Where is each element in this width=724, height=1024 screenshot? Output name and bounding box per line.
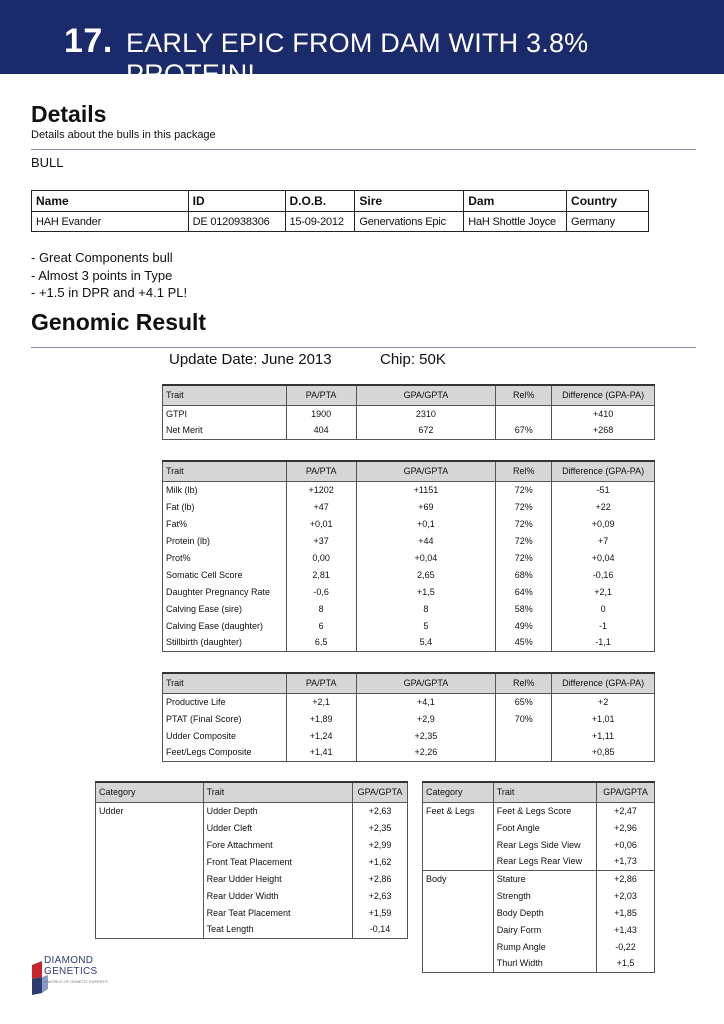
table-cell: +2,1 (552, 583, 655, 600)
genomic-table-type (162, 672, 655, 762)
table-cell: Calving Ease (sire) (163, 600, 287, 617)
table-cell: +2,47 (597, 802, 655, 819)
table-cell: Foot Angle (493, 819, 596, 836)
genomic-table-production (162, 460, 655, 652)
header-cell: PA/PTA (286, 673, 356, 693)
table-cell: Feet & Legs Score (493, 802, 596, 819)
table-cell: Stillbirth (daughter) (163, 634, 287, 651)
header-cell: PA/PTA (286, 461, 356, 481)
table-cell: 68% (496, 566, 552, 583)
header-cell: Dam (464, 191, 567, 212)
table-cell: +0,06 (597, 836, 655, 853)
table-cell: 64% (496, 583, 552, 600)
table-cell: +1,24 (286, 727, 356, 744)
table-row (423, 938, 655, 955)
section-number: 17. (64, 22, 113, 60)
table-cell: 1900 (286, 405, 356, 422)
table-row (163, 710, 655, 727)
table-cell: Productive Life (163, 693, 287, 710)
category-cell (423, 955, 494, 972)
table-row (96, 887, 408, 904)
genomic-table-index (162, 384, 655, 440)
table-row (423, 904, 655, 921)
table-header-row (163, 385, 655, 405)
table-cell: -0,16 (552, 566, 655, 583)
chip-label: Chip: 50K (380, 351, 446, 368)
page-title: EARLY EPIC FROM DAM WITH 3.8% PROTEIN! (126, 28, 589, 89)
table-cell: GTPI (163, 405, 287, 422)
table-cell: 5,4 (356, 634, 496, 651)
genomic-heading: Genomic Result (31, 309, 207, 335)
divider (31, 149, 696, 150)
table-cell: Dairy Form (493, 921, 596, 938)
table-cell: 2310 (356, 405, 496, 422)
table-cell: -1,1 (552, 634, 655, 651)
table-cell: +37 (286, 532, 356, 549)
table-row (96, 853, 408, 870)
table-cell: Genervations Epic (355, 212, 464, 232)
table-cell: PTAT (Final Score) (163, 710, 287, 727)
table-cell: Protein (lb) (163, 532, 287, 549)
table-cell: 58% (496, 600, 552, 617)
table-cell: Front Teat Placement (203, 853, 352, 870)
category-cell: Udder (96, 802, 204, 819)
table-row (32, 212, 649, 232)
logo-text: DIAMOND (44, 955, 94, 966)
diamond-genetics-logo (30, 955, 110, 997)
header-cell: GPA/GPTA (356, 461, 496, 481)
table-cell: +1,62 (353, 853, 408, 870)
table-cell: 0,00 (286, 549, 356, 566)
table-cell: +1,01 (552, 710, 655, 727)
logo-tagline: A WORLD OF GENETIC EXPERTS (44, 979, 108, 984)
table-header-row (96, 782, 408, 802)
table-cell: Rear Legs Rear View (493, 853, 596, 870)
table-cell: HAH Evander (32, 212, 189, 232)
table-cell: Net Merit (163, 422, 287, 439)
header-cell: Difference (GPA-PA) (552, 385, 655, 405)
table-cell: DE 0120938306 (188, 212, 285, 232)
table-cell: 45% (496, 634, 552, 651)
table-row (96, 870, 408, 887)
highlight-item: - Great Components bull (31, 250, 173, 265)
table-cell: Udder Composite (163, 727, 287, 744)
table-cell: +2,86 (597, 870, 655, 887)
header-cell: Category (96, 782, 204, 802)
table-cell: +0,1 (356, 515, 496, 532)
table-cell: Daughter Pregnancy Rate (163, 583, 287, 600)
table-cell: +0,01 (286, 515, 356, 532)
table-cell: Fore Attachment (203, 836, 352, 853)
divider (31, 347, 696, 348)
table-row (163, 566, 655, 583)
logo-text: GENETICS (44, 966, 98, 977)
table-cell: Rear Udder Width (203, 887, 352, 904)
table-cell: 672 (356, 422, 496, 439)
table-cell: Prot% (163, 549, 287, 566)
table-header-row (423, 782, 655, 802)
table-row (96, 836, 408, 853)
table-cell: Stature (493, 870, 596, 887)
table-cell: -0,22 (597, 938, 655, 955)
header-cell: GPA/GPTA (353, 782, 408, 802)
table-cell: +1151 (356, 481, 496, 498)
table-cell (496, 405, 552, 422)
table-cell: 5 (356, 617, 496, 634)
table-cell: -0,6 (286, 583, 356, 600)
table-cell: Feet/Legs Composite (163, 744, 287, 761)
header-cell: Difference (GPA-PA) (552, 461, 655, 481)
table-cell: Fat% (163, 515, 287, 532)
table-cell: +1,43 (597, 921, 655, 938)
table-cell: 65% (496, 693, 552, 710)
table-cell: +44 (356, 532, 496, 549)
table-cell: Germany (567, 212, 649, 232)
table-cell: -1 (552, 617, 655, 634)
feet-body-traits-table (422, 781, 655, 973)
details-heading: Details (31, 101, 107, 127)
category-cell (423, 938, 494, 955)
bull-table-header (32, 191, 649, 212)
table-row (163, 693, 655, 710)
table-cell: +1,5 (597, 955, 655, 972)
table-cell: +2,1 (286, 693, 356, 710)
table-cell: +2,96 (597, 819, 655, 836)
table-row (96, 904, 408, 921)
table-cell: Rear Legs Side View (493, 836, 596, 853)
highlight-item: - +1.5 in DPR and +4.1 PL! (31, 285, 188, 300)
header-cell: Trait (493, 782, 596, 802)
header-cell: GPA/GPTA (356, 385, 496, 405)
table-cell: 72% (496, 481, 552, 498)
table-cell (496, 744, 552, 761)
header-cell: Trait (163, 673, 287, 693)
header-cell: Trait (203, 782, 352, 802)
category-cell (96, 887, 204, 904)
table-cell: +4,1 (356, 693, 496, 710)
table-row (423, 870, 655, 887)
table-cell: 72% (496, 532, 552, 549)
table-cell: 70% (496, 710, 552, 727)
table-cell: +1,41 (286, 744, 356, 761)
header-cell: PA/PTA (286, 385, 356, 405)
table-row (423, 819, 655, 836)
header-cell: GPA/GPTA (597, 782, 655, 802)
table-cell: 6,5 (286, 634, 356, 651)
table-cell: 0 (552, 600, 655, 617)
table-row (163, 617, 655, 634)
category-cell (423, 904, 494, 921)
category-cell (96, 904, 204, 921)
table-cell: 72% (496, 498, 552, 515)
table-row (423, 802, 655, 819)
header-cell: D.O.B. (285, 191, 355, 212)
table-cell: +0,04 (552, 549, 655, 566)
table-cell: +2,26 (356, 744, 496, 761)
table-cell: +268 (552, 422, 655, 439)
table-header-row (163, 461, 655, 481)
table-row (163, 727, 655, 744)
header-cell: Category (423, 782, 494, 802)
header-cell: Trait (163, 385, 287, 405)
header-cell: Rel% (496, 673, 552, 693)
category-cell (96, 870, 204, 887)
udder-traits-table (95, 781, 408, 939)
header-cell: GPA/GPTA (356, 673, 496, 693)
table-cell: +2 (552, 693, 655, 710)
table-cell: Strength (493, 887, 596, 904)
header-cell: Sire (355, 191, 464, 212)
table-row (163, 634, 655, 651)
category-cell (423, 836, 494, 853)
table-row (163, 515, 655, 532)
table-cell: 72% (496, 515, 552, 532)
category-cell: Body (423, 870, 494, 887)
table-cell: Somatic Cell Score (163, 566, 287, 583)
details-subtitle: Details about the bulls in this package (31, 129, 216, 141)
category-cell (96, 836, 204, 853)
table-cell: -51 (552, 481, 655, 498)
table-cell: +2,35 (353, 819, 408, 836)
table-cell: Rump Angle (493, 938, 596, 955)
table-row (163, 744, 655, 761)
table-header-row (163, 673, 655, 693)
table-cell: +0,09 (552, 515, 655, 532)
table-cell: +1,11 (552, 727, 655, 744)
table-cell: +1,73 (597, 853, 655, 870)
table-cell (496, 727, 552, 744)
table-row (96, 802, 408, 819)
table-cell: +22 (552, 498, 655, 515)
table-cell: 2,81 (286, 566, 356, 583)
table-cell: +2,63 (353, 887, 408, 904)
table-cell: +1,59 (353, 904, 408, 921)
category-cell: Feet & Legs (423, 802, 494, 819)
table-cell: Udder Depth (203, 802, 352, 819)
table-cell: Teat Length (203, 921, 352, 938)
table-cell: Fat (lb) (163, 498, 287, 515)
table-row (96, 819, 408, 836)
table-row (163, 600, 655, 617)
table-cell: Rear Teat Placement (203, 904, 352, 921)
table-row (163, 422, 655, 439)
highlights-list (31, 249, 187, 302)
table-cell: +47 (286, 498, 356, 515)
table-cell: +2,35 (356, 727, 496, 744)
table-cell: +2,63 (353, 802, 408, 819)
highlight-item: - Almost 3 points in Type (31, 267, 173, 283)
table-row (163, 405, 655, 422)
table-cell: +2,9 (356, 710, 496, 727)
table-cell: Milk (lb) (163, 481, 287, 498)
header-cell: Difference (GPA-PA) (552, 673, 655, 693)
table-cell: +1202 (286, 481, 356, 498)
table-cell: -0,14 (353, 921, 408, 938)
table-cell: +2,99 (353, 836, 408, 853)
table-row (423, 836, 655, 853)
category-cell (96, 819, 204, 836)
table-cell: +410 (552, 405, 655, 422)
category-cell (96, 921, 204, 938)
header-cell: Trait (163, 461, 287, 481)
table-row (163, 549, 655, 566)
title-banner (0, 0, 724, 89)
table-row (163, 481, 655, 498)
table-cell: Calving Ease (daughter) (163, 617, 287, 634)
header-cell: ID (188, 191, 285, 212)
category-cell (96, 853, 204, 870)
bull-table (31, 190, 649, 232)
table-cell: +0,04 (356, 549, 496, 566)
header-cell: Rel% (496, 461, 552, 481)
table-cell: 67% (496, 422, 552, 439)
table-cell: 404 (286, 422, 356, 439)
table-cell: +2,86 (353, 870, 408, 887)
table-cell: 2,65 (356, 566, 496, 583)
table-cell: 6 (286, 617, 356, 634)
table-cell: +2,03 (597, 887, 655, 904)
table-cell: 8 (356, 600, 496, 617)
category-cell (423, 921, 494, 938)
table-cell: +1,5 (356, 583, 496, 600)
table-row (96, 921, 408, 938)
table-cell: Udder Cleft (203, 819, 352, 836)
table-cell: Rear Udder Height (203, 870, 352, 887)
header-cell: Country (567, 191, 649, 212)
header-cell: Rel% (496, 385, 552, 405)
table-cell: +7 (552, 532, 655, 549)
table-row (163, 498, 655, 515)
table-row (423, 921, 655, 938)
category-cell (423, 819, 494, 836)
table-cell: +0,85 (552, 744, 655, 761)
table-row (163, 583, 655, 600)
bull-label: BULL (31, 155, 64, 170)
table-cell: +69 (356, 498, 496, 515)
table-row (423, 887, 655, 904)
table-cell: +1,85 (597, 904, 655, 921)
table-cell: 8 (286, 600, 356, 617)
table-cell: +1,89 (286, 710, 356, 727)
category-cell (423, 853, 494, 870)
table-cell: Body Depth (493, 904, 596, 921)
table-cell: Thurl Width (493, 955, 596, 972)
table-cell: 72% (496, 549, 552, 566)
table-cell: HaH Shottle Joyce (464, 212, 567, 232)
update-date: Update Date: June 2013 (169, 351, 332, 368)
header-cell: Name (32, 191, 189, 212)
table-cell: 15-09-2012 (285, 212, 355, 232)
table-row (423, 955, 655, 972)
table-cell: 49% (496, 617, 552, 634)
table-row (163, 532, 655, 549)
table-row (423, 853, 655, 870)
category-cell (423, 887, 494, 904)
